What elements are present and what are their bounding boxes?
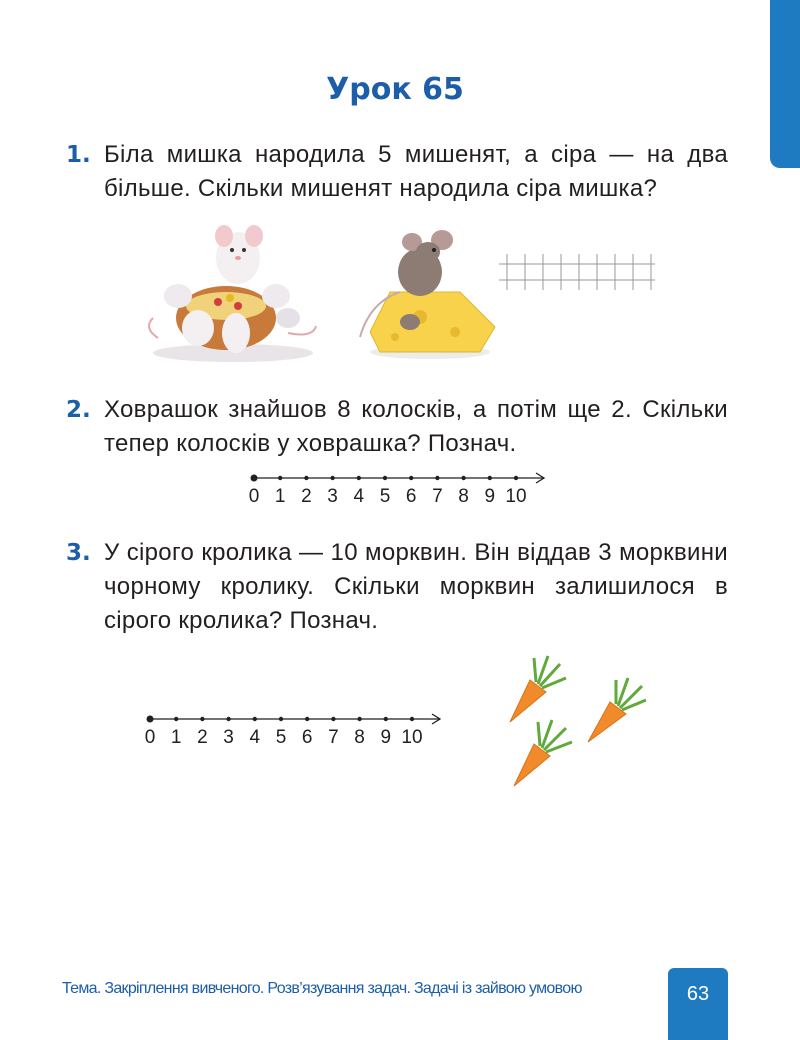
number-line-point [174, 717, 178, 721]
grey-mouse-on-cheese-picture [350, 222, 500, 362]
number-line-label: 6 [301, 727, 313, 748]
number-line-point [330, 476, 334, 480]
number-line-point [305, 717, 309, 721]
number-line-point [200, 717, 204, 721]
number-line-label: 3 [327, 486, 338, 507]
task-number: 2. [66, 397, 91, 423]
task-text: У сірого кролика — 10 морквин. Він віддав 3 морквини чорному кролику. Скільки морквин залишилося в сірого кролика? Познач. [104, 539, 728, 634]
number-line-label: 1 [274, 486, 286, 507]
task-text: Біла мишка народила 5 мишенят, а сіра — на два більше. Скільки мишенят народила сіра мишка? [104, 141, 728, 202]
number-line-labels [246, 486, 546, 510]
number-line-label: 7 [328, 727, 339, 748]
number-line-axis [246, 470, 546, 486]
number-line-point [251, 475, 258, 482]
number-line-label: 0 [248, 486, 260, 507]
number-line [142, 711, 442, 751]
number-line-point [409, 476, 413, 480]
number-line-point [435, 476, 439, 480]
number-line-point [147, 716, 154, 723]
number-line-label: 0 [144, 727, 156, 748]
page-number: 63 [668, 968, 728, 1040]
number-line-point [357, 476, 361, 480]
number-line-label: 4 [249, 727, 261, 748]
number-line-label: 6 [405, 486, 417, 507]
number-line-point [304, 476, 308, 480]
number-line-label: 3 [223, 727, 234, 748]
number-line-point [331, 717, 335, 721]
task-3 [66, 536, 728, 638]
number-line-point [488, 476, 492, 480]
number-line-label: 10 [505, 486, 527, 507]
number-line-label: 5 [275, 727, 287, 748]
number-line-label: 4 [353, 486, 365, 507]
number-line-point [278, 476, 282, 480]
number-line-label: 9 [484, 486, 496, 507]
number-line-point [253, 717, 257, 721]
number-line [246, 470, 546, 510]
number-line-point [514, 476, 518, 480]
number-line-label: 2 [197, 727, 208, 748]
number-line-label: 10 [401, 727, 423, 748]
number-line-labels [142, 727, 442, 751]
number-line-label: 5 [379, 486, 391, 507]
number-line-point [383, 476, 387, 480]
task-2 [66, 393, 728, 461]
footer-topic: Тема. Закріплення вивченого. Розв’язування задач. Задачі із зайвою умовою [62, 980, 582, 997]
task-1 [66, 138, 728, 206]
number-line-point [384, 717, 388, 721]
task-text: Ховрашок знайшов 8 колосків, а потім ще 2. Скільки тепер колосків у ховрашка? Познач. [104, 396, 728, 457]
page-title: Урок 65 [326, 72, 464, 107]
carrot-icon [582, 670, 662, 750]
number-line-point [410, 717, 414, 721]
number-line-label: 7 [432, 486, 443, 507]
number-line-label: 8 [458, 486, 469, 507]
carrot-icon [506, 710, 586, 790]
answer-grid [497, 252, 657, 292]
task-number: 1. [66, 142, 91, 168]
number-line-axis [142, 711, 442, 727]
number-line-point [357, 717, 361, 721]
task-number: 3. [66, 540, 91, 566]
number-line-label: 9 [380, 727, 392, 748]
number-line-label: 1 [170, 727, 182, 748]
white-mouse-family-picture [138, 218, 328, 363]
number-line-point [279, 717, 283, 721]
number-line-point [226, 717, 230, 721]
number-line-point [461, 476, 465, 480]
number-line-label: 2 [301, 486, 312, 507]
number-line-label: 8 [354, 727, 365, 748]
